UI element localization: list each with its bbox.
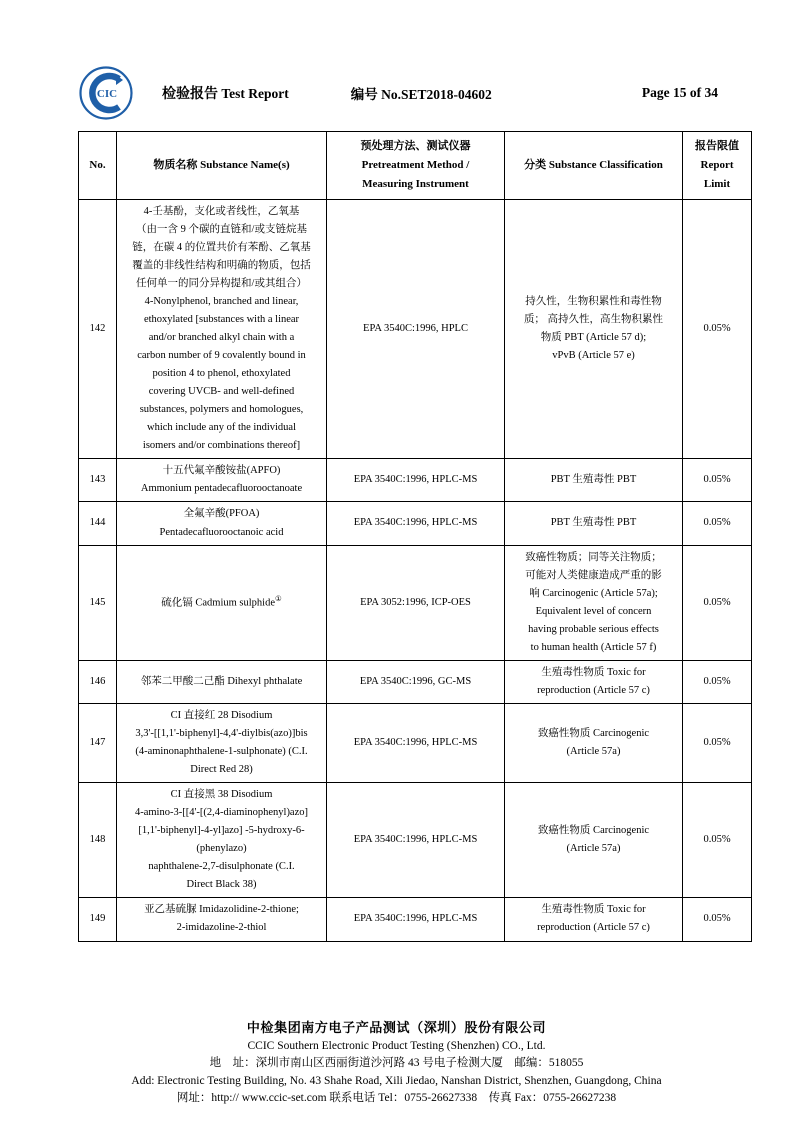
report-title-en: Test Report <box>221 86 289 101</box>
column-header-no-en: No. <box>89 158 106 171</box>
column-header-name <box>117 132 327 200</box>
substance-name-lines <box>120 593 323 613</box>
substance-name-line: CI 直接红 28 Disodium <box>170 709 273 721</box>
substance-name-line: position 4 to phenol, ethoxylated <box>152 368 291 380</box>
table-header <box>79 132 752 200</box>
substance-name-line: Pentadecafluorooctanoic acid <box>159 526 284 538</box>
classification-line: (Article 57a) <box>566 843 621 855</box>
cell-no: 145 <box>79 545 117 660</box>
column-header-limit-cn: 报告限值 <box>695 140 739 152</box>
column-header-name-en: Substance Name(s) <box>200 158 290 171</box>
column-header-limit-en1: Report <box>700 158 734 171</box>
substance-name-line: covering UVCB- and well-defined <box>148 386 295 398</box>
column-header-classification-en: Substance Classification <box>548 158 663 171</box>
table-row <box>79 660 752 703</box>
ccic-logo <box>78 65 134 121</box>
classification-lines <box>508 549 679 657</box>
substance-name-lines <box>120 786 323 894</box>
cell-report-limit: 0.05% <box>683 502 752 545</box>
substance-name-line: （由一含 9 个碳的直链和/或支链烷基 <box>136 223 307 235</box>
table-header-row <box>79 132 752 200</box>
classification-lines <box>508 514 679 532</box>
cell-substance-name <box>117 703 327 782</box>
classification-line: 生殖毒性物质 Toxic for <box>541 666 646 678</box>
classification-line: to human health (Article 57 f) <box>530 641 657 653</box>
column-header-method-cn: 预处理方法、测试仪器 <box>360 140 471 152</box>
cell-classification <box>505 459 683 502</box>
cell-report-limit: 0.05% <box>683 898 752 941</box>
substance-name-line: naphthalene-2,7-disulphonate (C.I. <box>148 861 295 873</box>
classification-lines <box>508 901 679 937</box>
substance-name-lines <box>120 462 323 498</box>
substance-name-line: [1,1'-biphenyl]-4-yl]azo] -5-hydroxy-6- <box>138 825 305 837</box>
footer-address-cn: 地 址：深圳市南山区西丽街道沙河路 43 号电子检测大厦 邮编：518055 <box>209 1057 584 1070</box>
table-row <box>79 783 752 898</box>
cell-report-limit: 0.05% <box>683 199 752 459</box>
column-header-classification-cn: 分类 <box>524 158 547 171</box>
classification-line: 致癌性物质 Carcinogenic <box>537 825 650 837</box>
substance-name-lines <box>120 203 323 456</box>
column-header-method <box>327 132 505 200</box>
cell-no: 142 <box>79 199 117 459</box>
classification-line: 响 Carcinogenic (Article 57a); <box>529 587 658 599</box>
report-number <box>351 83 492 103</box>
cell-method: EPA 3540C:1996, HPLC-MS <box>327 459 505 502</box>
cell-substance-name <box>117 783 327 898</box>
footer-address-en: Add: Electronic Testing Building, No. 43 Shahe Road, Xili Jiedao, Nanshan District, Shenzhen, Guangdong, China <box>131 1074 662 1087</box>
classification-line: reproduction (Article 57 c) <box>537 684 650 696</box>
cell-no: 144 <box>79 502 117 545</box>
cell-report-limit: 0.05% <box>683 459 752 502</box>
substance-name-line: 邻苯二甲酸二己酯 Dihexyl phthalate <box>140 675 303 687</box>
classification-line: 持久性，生物积累性和毒性物 <box>525 295 662 307</box>
substance-name-line: and/or branched alkyl chain with a <box>148 332 295 344</box>
classification-line: 质； 高持久性，高生物积累性 <box>523 314 664 325</box>
classification-line: 物质 PBT (Article 57 d); <box>540 332 647 344</box>
cell-method: EPA 3540C:1996, HPLC-MS <box>327 502 505 545</box>
substance-name-lines <box>120 505 323 541</box>
report-title <box>162 83 289 103</box>
cell-report-limit: 0.05% <box>683 703 752 782</box>
column-header-limit <box>683 132 752 200</box>
classification-line: PBT 生殖毒性 PBT <box>550 517 637 529</box>
cell-no: 149 <box>79 898 117 941</box>
substance-name-line: Direct Black 38) <box>186 879 257 891</box>
classification-line: 可能对人类健康造成严重的影 <box>525 569 662 581</box>
cell-classification <box>505 502 683 545</box>
column-header-limit-en2: Limit <box>703 177 731 190</box>
cell-substance-name <box>117 660 327 703</box>
report-number-value: No.SET2018-04602 <box>381 87 492 102</box>
substance-name-line: 2-imidazoline-2-thiol <box>176 922 267 934</box>
classification-lines <box>508 471 679 489</box>
cell-classification <box>505 199 683 459</box>
substance-name-line: 全氟辛酸(PFOA) <box>183 508 260 520</box>
classification-lines <box>508 725 679 761</box>
classification-line: Equivalent level of concern <box>535 605 652 617</box>
cell-substance-name <box>117 545 327 660</box>
table-row <box>79 545 752 660</box>
svg-text:CIC: CIC <box>96 88 118 100</box>
cell-substance-name <box>117 898 327 941</box>
cell-method: EPA 3540C:1996, HPLC <box>327 199 505 459</box>
column-header-method-en2: Measuring Instrument <box>362 177 469 190</box>
classification-line: vPvB (Article 57 e) <box>552 350 635 362</box>
cell-classification <box>505 545 683 660</box>
classification-line: reproduction (Article 57 c) <box>537 922 650 934</box>
substance-name-line: 4-Nonylphenol, branched and linear, <box>144 295 299 307</box>
cell-no: 147 <box>79 703 117 782</box>
substance-name-lines <box>120 673 323 691</box>
substance-name-line: carbon number of 9 covalently bound in <box>137 350 306 362</box>
footer-company-en: CCIC Southern Electronic Product Testing (Shenzhen) CO., Ltd. <box>247 1039 546 1052</box>
substance-name-line: isomers and/or combinations thereof] <box>142 440 301 452</box>
cell-no: 143 <box>79 459 117 502</box>
table-row <box>79 199 752 459</box>
substance-name-line: 亚乙基硫脲 Imidazolidine-2-thione; <box>144 904 299 916</box>
substance-name-line: substances, polymers and homologues, <box>139 404 304 416</box>
classification-lines <box>508 822 679 858</box>
ccic-circular-logo-icon <box>78 65 134 121</box>
report-number-label: 编号 <box>350 87 378 102</box>
classification-line: having probable serious effects <box>528 623 659 635</box>
footer-company-cn: 中检集团南方电子产品测试（深圳）股份有限公司 <box>246 1020 547 1035</box>
page-footer <box>0 1018 793 1108</box>
cell-no: 146 <box>79 660 117 703</box>
substance-name-line: 链，在碳 4 的位置共价有苯酚、乙氧基 <box>132 241 311 253</box>
column-header-classification <box>505 132 683 200</box>
substance-name-lines <box>120 707 323 779</box>
classification-lines <box>508 293 679 365</box>
report-title-cn: 检验报告 <box>162 87 218 102</box>
cell-report-limit: 0.05% <box>683 545 752 660</box>
substance-name-line: 硫化镉 Cadmium sulphide① <box>161 593 282 609</box>
classification-line: 致癌性物质 Carcinogenic <box>537 727 650 739</box>
substance-name-line: (4-aminonaphthalene-1-sulphonate) (C.I. <box>135 746 308 758</box>
cell-method: EPA 3540C:1996, HPLC-MS <box>327 898 505 941</box>
substance-name-line: 3,3'-[[1,1'-biphenyl]-4,4'-diylbis(azo)]bis <box>135 727 308 739</box>
cell-substance-name <box>117 459 327 502</box>
cell-classification <box>505 703 683 782</box>
substance-name-line: (phenylazo) <box>196 843 247 855</box>
cell-substance-name <box>117 199 327 459</box>
cell-classification <box>505 660 683 703</box>
cell-method: EPA 3540C:1996, GC-MS <box>327 660 505 703</box>
classification-line: 生殖毒性物质 Toxic for <box>541 904 646 916</box>
substance-name-line: 4-壬基酚，支化或者线性，乙氧基 <box>143 205 300 217</box>
cell-method: EPA 3540C:1996, HPLC-MS <box>327 783 505 898</box>
substance-name-line: ethoxylated [substances with a linear <box>143 314 300 325</box>
classification-lines <box>508 664 679 700</box>
substance-name-line: Ammonium pentadecafluorooctanoate <box>140 483 303 495</box>
table-row <box>79 502 752 545</box>
substance-name-line: 4-amino-3-[[4'-[(2,4-diaminophenyl)azo] <box>134 807 309 819</box>
column-header-name-cn: 物质名称 <box>153 158 198 171</box>
substance-name-line: Direct Red 28) <box>190 764 253 776</box>
substance-name-line: 十五代氟辛酸铵盐(APFO) <box>162 465 281 477</box>
page-indicator: Page 15 of 34 <box>641 85 718 100</box>
cell-substance-name <box>117 502 327 545</box>
table-body <box>79 199 752 941</box>
classification-line: PBT 生殖毒性 PBT <box>550 474 637 486</box>
page-header <box>78 62 718 124</box>
cell-method: EPA 3540C:1996, HPLC-MS <box>327 703 505 782</box>
footer-web-contact: 网址：http:// www.ccic-set.com 联系电话 Tel：0755-26627338 传真 Fax：0755-26627238 <box>176 1092 617 1105</box>
classification-line: (Article 57a) <box>566 746 621 758</box>
substance-name-lines <box>120 901 323 937</box>
substance-name-line: CI 直接黑 38 Disodium <box>170 789 273 801</box>
substance-name-line: which include any of the individual <box>146 422 296 434</box>
substance-name-line: 覆盖的非线性结构和明确的物质，包括 <box>132 259 311 271</box>
column-header-method-en1: Pretreatment Method / <box>361 158 470 171</box>
cell-classification <box>505 783 683 898</box>
table-row <box>79 459 752 502</box>
cell-classification <box>505 898 683 941</box>
table-row <box>79 703 752 782</box>
cell-report-limit: 0.05% <box>683 660 752 703</box>
cell-no: 148 <box>79 783 117 898</box>
cell-method: EPA 3052:1996, ICP-OES <box>327 545 505 660</box>
substance-name-line: 任何单一的同分异构提和/或其组合） <box>136 277 307 289</box>
cell-report-limit: 0.05% <box>683 783 752 898</box>
substance-table <box>78 131 752 942</box>
classification-line: 致癌性物质；同等关注物质； <box>525 551 662 563</box>
footnote-marker: ① <box>275 593 282 603</box>
column-header-no <box>79 132 117 200</box>
table-row <box>79 898 752 941</box>
